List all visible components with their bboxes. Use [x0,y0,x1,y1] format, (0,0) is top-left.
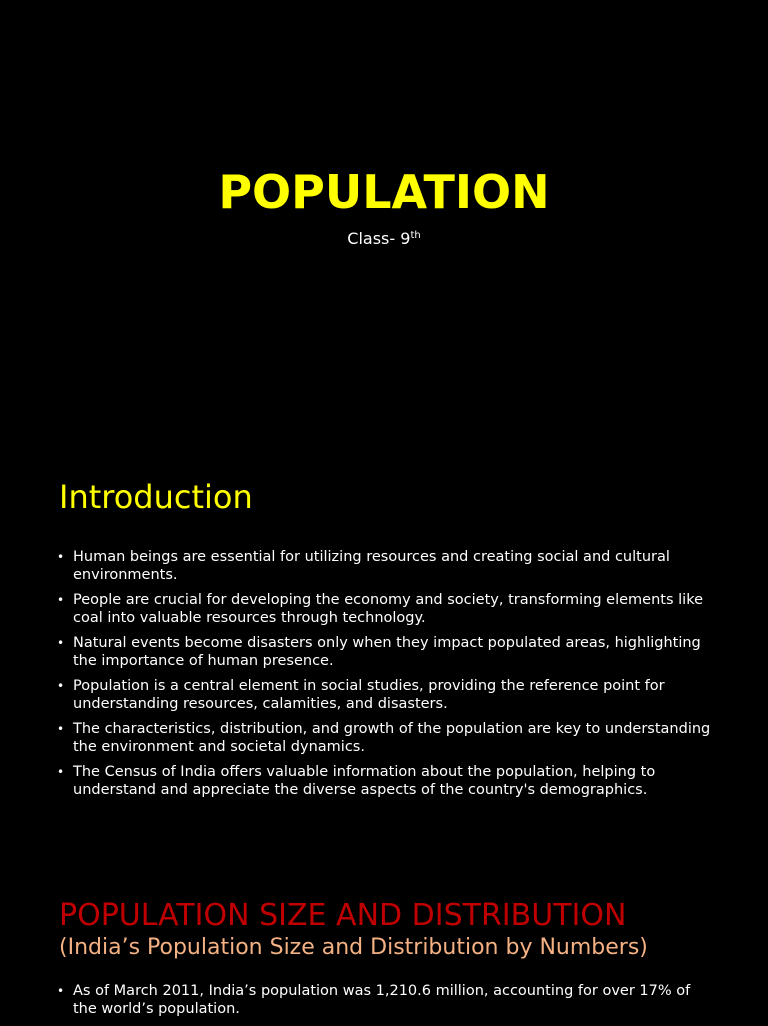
bullet-text: People are crucial for developing the economy and society, transforming elements like coal into valuable resources through technology. [73,592,703,626]
bullet-text: Population is a central element in social studies, providing the reference point for understanding resources, calamities, and disasters. [73,678,665,712]
bullet-icon: • [57,679,65,693]
bullet-item [57,678,717,713]
bullet-icon: • [57,636,65,650]
bullet-item [57,764,717,799]
slide-title: POPULATION [218,165,550,219]
bullet-text: The Census of India offers valuable information about the population, helping to understand and appreciate the diverse aspects of the country's demographics. [73,764,656,798]
bullet-text: The characteristics, distribution, and growth of the population are key to understanding the environment and societal dynamics. [73,721,711,755]
title-slide [0,0,768,440]
bullet-item [57,592,717,627]
population-size-slide [0,880,768,1024]
bullet-icon: • [57,984,65,998]
subtitle-text: Class- 9 [347,229,411,248]
population-size-heading: POPULATION SIZE AND DISTRIBUTION [59,898,627,933]
bullet-text: As of March 2011, India’s population was 1,210.6 million, accounting for over 17% of the world’s population. [73,983,691,1017]
bullet-icon: • [57,722,65,736]
bullet-icon: • [57,765,65,779]
bullet-item [57,983,717,1018]
introduction-heading: Introduction [59,478,253,516]
introduction-slide [0,460,768,860]
bullet-item [57,635,717,670]
bullet-icon: • [57,550,65,564]
population-size-bullet-list [57,983,717,1026]
bullet-text: Natural events become disasters only when they impact populated areas, highlighting the importance of human presence. [73,635,701,669]
population-size-subheading: (India’s Population Size and Distribution by Numbers) [59,935,648,960]
bullet-text: Human beings are essential for utilizing resources and creating social and cultural environments. [73,549,670,583]
slide-subtitle [0,228,768,250]
subtitle-superscript: th [410,230,421,241]
bullet-item [57,721,717,756]
bullet-item [57,549,717,584]
bullet-icon: • [57,593,65,607]
introduction-bullet-list [57,549,717,807]
